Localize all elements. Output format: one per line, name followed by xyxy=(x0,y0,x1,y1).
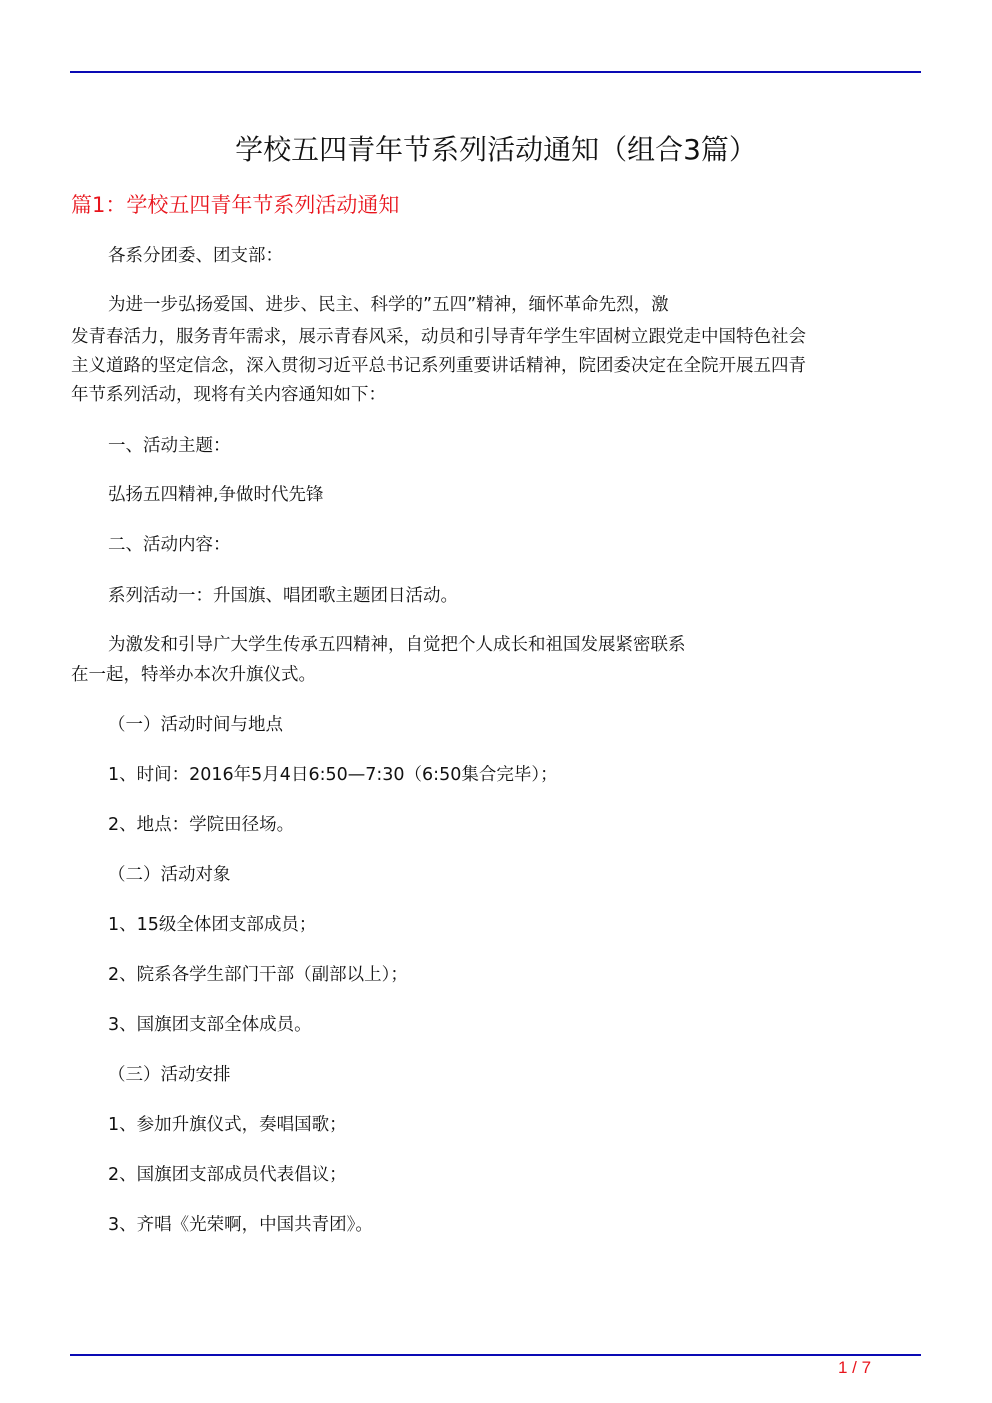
paragraph-line: 1、参加升旗仪式，奏唱国歌； xyxy=(108,1115,347,1135)
paragraph-line: 年节系列活动，现将有关内容通知如下： xyxy=(71,385,386,405)
footer-rule xyxy=(70,1354,921,1356)
paragraph-line: （三）活动安排 xyxy=(108,1065,231,1085)
paragraph-line: 1、15级全体团支部成员； xyxy=(108,915,317,935)
paragraph-line: 弘扬五四精神,争做时代先锋 xyxy=(108,485,324,505)
paragraph-line: 在一起，特举办本次升旗仪式。 xyxy=(71,665,316,685)
page-number: 1 / 7 xyxy=(838,1358,872,1377)
document-title: 学校五四青年节系列活动通知（组合3篇） xyxy=(235,133,757,166)
paragraph-line: 为进一步弘扬爱国、进步、民主、科学的”五四”精神，缅怀革命先烈，激 xyxy=(108,295,669,315)
paragraph-line: 系列活动一：升国旗、唱团歌主题团日活动。 xyxy=(108,586,458,606)
paragraph-line: 2、国旗团支部成员代表倡议； xyxy=(108,1165,347,1185)
paragraph-line: 一、活动主题： xyxy=(108,436,231,456)
paragraph-line: 为激发和引导广大学生传承五四精神，自觉把个人成长和祖国发展紧密联系 xyxy=(108,635,686,655)
paragraph-line: 发青春活力，服务青年需求，展示青春风采，动员和引导青年学生牢固树立跟党走中国特色社会 xyxy=(71,327,806,347)
paragraph-line: 二、活动内容： xyxy=(108,535,231,555)
paragraph-line: 1、时间：2016年5月4日6:50—7:30（6:50集合完毕）； xyxy=(108,765,558,785)
paragraph-line: 各系分团委、团支部： xyxy=(108,246,283,266)
paragraph-line: 3、齐唱《光荣啊，中国共青团》。 xyxy=(108,1215,373,1235)
paragraph-line: 3、国旗团支部全体成员。 xyxy=(108,1015,312,1035)
section-heading: 篇1：学校五四青年节系列活动通知 xyxy=(71,193,400,217)
paragraph-line: （二）活动对象 xyxy=(108,865,231,885)
header-rule xyxy=(70,71,921,73)
paragraph-line: 2、地点：学院田径场。 xyxy=(108,815,295,835)
paragraph-line: （一）活动时间与地点 xyxy=(108,715,283,735)
paragraph-line: 主义道路的坚定信念，深入贯彻习近平总书记系列重要讲话精神，院团委决定在全院开展五四青 xyxy=(71,356,806,376)
paragraph-line: 2、院系各学生部门干部（副部以上）； xyxy=(108,965,408,985)
